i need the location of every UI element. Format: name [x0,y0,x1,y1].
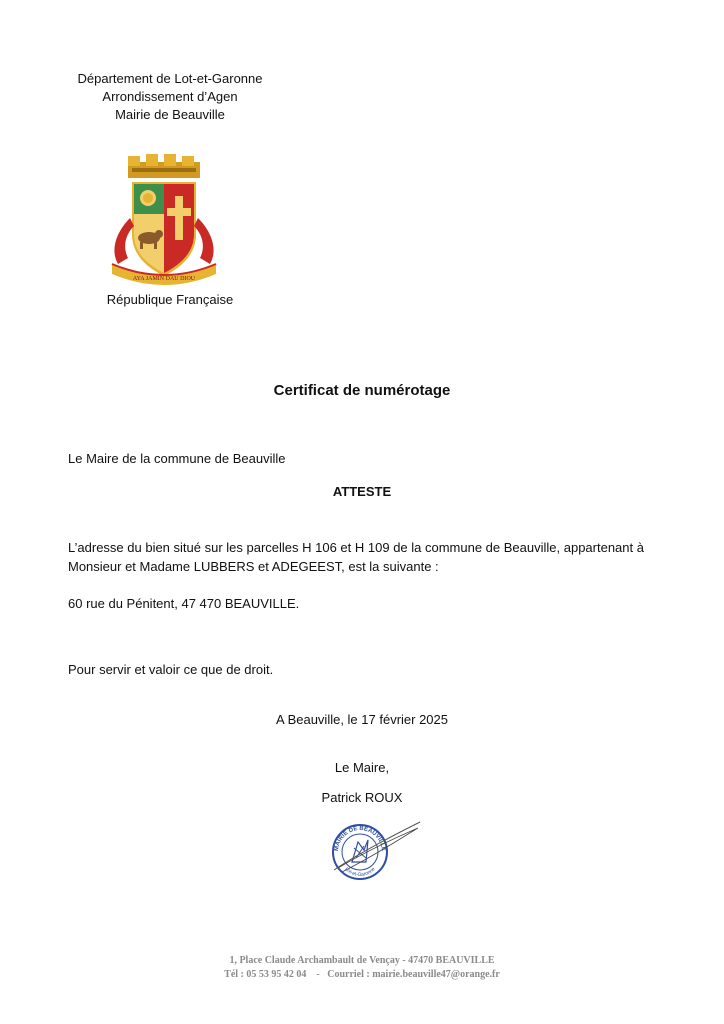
intro-text: Le Maire de la commune de Beauville [68,451,286,466]
svg-text:MAIRIE DE BEAUVILLE [334,826,386,852]
letterhead [60,70,280,124]
body-line-2: Monsieur et Madame LUBBERS et ADEGEEST, est la suivante : [68,559,439,574]
coat-banner-text: AYA JAMIN DAU DIOU [132,276,196,282]
stamp-text-top: MAIRIE DE BEAUVILLE [333,825,387,852]
letterhead-mairie: Mairie de Beauville [115,107,225,122]
footer-phone-email: Tél : 05 53 95 42 04 - Courriel : mairie.beauville47@orange.fr [224,969,500,980]
footer-contact [0,954,724,982]
closing-text: Pour servir et valoir ce que de droit. [68,662,274,677]
footer-address: 1, Place Claude Archambault de Vençay - 47470 BEAUVILLE [229,955,495,966]
republique-label: République Française [106,292,234,307]
letterhead-department: Département de Lot-et-Garonne [77,71,263,86]
place-date: A Beauville, le 17 février 2025 [276,712,448,727]
body-paragraph [68,538,668,576]
address-text: 60 rue du Pénitent, 47 470 BEAUVILLE. [68,596,300,611]
body-line-1: L’adresse du bien situé sur les parcelles H 106 et H 109 de la commune de Beauville, appartenant à [68,540,644,555]
coat-of-arms-icon [104,146,224,292]
stamp-text-bottom: Lot-et-Garonne [343,866,377,879]
signatory-name: Patrick ROUX [321,790,403,805]
atteste-heading: ATTESTE [332,484,392,499]
document-title: Certificat de numérotage [273,382,451,399]
mairie-stamp-icon [328,818,424,882]
signatory-title: Le Maire, [334,760,390,775]
letterhead-arrondissement: Arrondissement d’Agen [102,89,238,104]
